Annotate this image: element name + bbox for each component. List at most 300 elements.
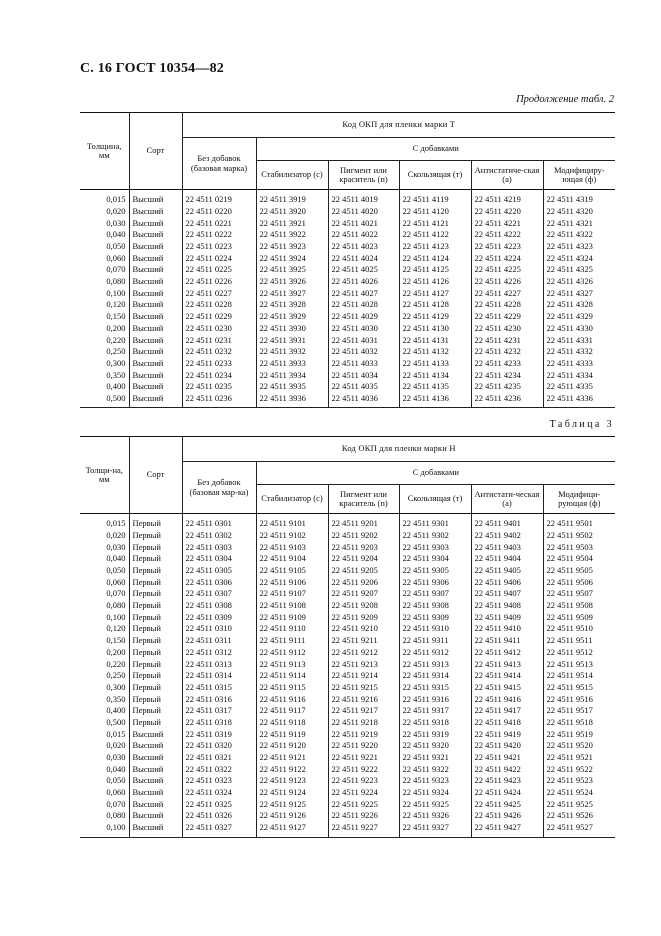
code-pigment-cell: 22 4511 9209 [328, 612, 399, 624]
code-pigment-cell: 22 4511 9210 [328, 623, 399, 635]
code-stabilizer-cell: 22 4511 9121 [256, 752, 328, 764]
table-caption: Таблица 3 [549, 419, 614, 430]
code-antistatic-cell: 22 4511 9403 [471, 541, 543, 553]
code-modifier-cell: 22 4511 4333 [543, 358, 615, 370]
code-base-cell: 22 4511 0232 [182, 346, 256, 358]
grade-cell: Первый [129, 623, 182, 635]
code-pigment-cell: 22 4511 4025 [328, 264, 399, 276]
code-base-cell: 22 4511 0316 [182, 693, 256, 705]
table-row [80, 810, 615, 822]
header-okp-group: Код ОКП для пленки марки Т [182, 113, 615, 138]
code-slip-cell: 22 4511 4136 [399, 393, 471, 408]
code-pigment-cell: 22 4511 9214 [328, 670, 399, 682]
code-modifier-cell: 22 4511 9523 [543, 775, 615, 787]
thickness-cell: 0,015 [80, 728, 129, 740]
code-modifier-cell: 22 4511 9509 [543, 612, 615, 624]
code-pigment-cell: 22 4511 9224 [328, 787, 399, 799]
table-row [80, 623, 615, 635]
code-stabilizer-cell: 22 4511 9112 [256, 647, 328, 659]
code-base-cell: 22 4511 0303 [182, 541, 256, 553]
code-pigment-cell: 22 4511 4023 [328, 241, 399, 253]
code-stabilizer-cell: 22 4511 9113 [256, 658, 328, 670]
grade-cell: Первый [129, 717, 182, 729]
thickness-cell: 0,100 [80, 288, 129, 300]
code-stabilizer-cell: 22 4511 9106 [256, 576, 328, 588]
code-modifier-cell: 22 4511 9520 [543, 740, 615, 752]
page-header: С. 16 ГОСТ 10354—82 [80, 61, 224, 76]
code-slip-cell: 22 4511 9325 [399, 799, 471, 811]
grade-cell: Высший [129, 190, 182, 206]
code-antistatic-cell: 22 4511 9427 [471, 822, 543, 837]
thickness-cell: 0,040 [80, 553, 129, 565]
code-base-cell: 22 4511 0220 [182, 206, 256, 218]
thickness-cell: 0,020 [80, 740, 129, 752]
thickness-cell: 0,080 [80, 600, 129, 612]
code-stabilizer-cell: 22 4511 9102 [256, 530, 328, 542]
code-antistatic-cell: 22 4511 4220 [471, 206, 543, 218]
code-pigment-cell: 22 4511 4024 [328, 252, 399, 264]
code-base-cell: 22 4511 0301 [182, 514, 256, 530]
code-antistatic-cell: 22 4511 9412 [471, 647, 543, 659]
code-base-cell: 22 4511 0317 [182, 705, 256, 717]
code-stabilizer-cell: 22 4511 9122 [256, 763, 328, 775]
code-slip-cell: 22 4511 9312 [399, 647, 471, 659]
code-stabilizer-cell: 22 4511 3928 [256, 299, 328, 311]
code-base-cell: 22 4511 0230 [182, 323, 256, 335]
code-base-cell: 22 4511 0223 [182, 241, 256, 253]
thickness-cell: 0,050 [80, 565, 129, 577]
table-row [80, 565, 615, 577]
code-slip-cell: 22 4511 4135 [399, 381, 471, 393]
header-no-additives: Без добавок (базовая мар-ка) [182, 462, 256, 514]
code-stabilizer-cell: 22 4511 9124 [256, 787, 328, 799]
table-row [80, 576, 615, 588]
thickness-cell: 0,030 [80, 541, 129, 553]
code-antistatic-cell: 22 4511 4232 [471, 346, 543, 358]
code-slip-cell: 22 4511 9326 [399, 810, 471, 822]
code-antistatic-cell: 22 4511 9404 [471, 553, 543, 565]
code-slip-cell: 22 4511 9301 [399, 514, 471, 530]
code-slip-cell: 22 4511 4123 [399, 241, 471, 253]
grade-cell: Высший [129, 822, 182, 837]
grade-cell: Высший [129, 369, 182, 381]
code-antistatic-cell: 22 4511 9421 [471, 752, 543, 764]
grade-cell: Первый [129, 553, 182, 565]
code-pigment-cell: 22 4511 9204 [328, 553, 399, 565]
code-pigment-cell: 22 4511 4032 [328, 346, 399, 358]
code-antistatic-cell: 22 4511 9415 [471, 682, 543, 694]
code-slip-cell: 22 4511 9313 [399, 658, 471, 670]
code-modifier-cell: 22 4511 9521 [543, 752, 615, 764]
header-pigment: Пигмент или краситель (п) [328, 161, 399, 190]
code-base-cell: 22 4511 0321 [182, 752, 256, 764]
code-stabilizer-cell: 22 4511 3936 [256, 393, 328, 408]
table-row [80, 323, 615, 335]
code-antistatic-cell: 22 4511 4234 [471, 369, 543, 381]
code-modifier-cell: 22 4511 9507 [543, 588, 615, 600]
code-slip-cell: 22 4511 4125 [399, 264, 471, 276]
code-slip-cell: 22 4511 9319 [399, 728, 471, 740]
thickness-cell: 0,250 [80, 670, 129, 682]
code-slip-cell: 22 4511 4119 [399, 190, 471, 206]
code-modifier-cell: 22 4511 4330 [543, 323, 615, 335]
code-stabilizer-cell: 22 4511 9103 [256, 541, 328, 553]
grade-cell: Первый [129, 514, 182, 530]
grade-cell: Высший [129, 787, 182, 799]
grade-cell: Высший [129, 358, 182, 370]
code-modifier-cell: 22 4511 4336 [543, 393, 615, 408]
code-stabilizer-cell: 22 4511 9127 [256, 822, 328, 837]
thickness-cell: 0,220 [80, 658, 129, 670]
code-pigment-cell: 22 4511 9212 [328, 647, 399, 659]
code-modifier-cell: 22 4511 9504 [543, 553, 615, 565]
grade-cell: Высший [129, 276, 182, 288]
grade-cell: Первый [129, 565, 182, 577]
grade-cell: Первый [129, 600, 182, 612]
code-antistatic-cell: 22 4511 4219 [471, 190, 543, 206]
code-pigment-cell: 22 4511 9201 [328, 514, 399, 530]
thickness-cell: 0,250 [80, 346, 129, 358]
code-modifier-cell: 22 4511 4322 [543, 229, 615, 241]
thickness-cell: 0,220 [80, 334, 129, 346]
header-modifier: Модифици-рующая (ф) [543, 485, 615, 514]
grade-cell: Первый [129, 576, 182, 588]
thickness-cell: 0,060 [80, 576, 129, 588]
thickness-cell: 0,400 [80, 381, 129, 393]
code-pigment-cell: 22 4511 4019 [328, 190, 399, 206]
code-stabilizer-cell: 22 4511 3923 [256, 241, 328, 253]
code-base-cell: 22 4511 0224 [182, 252, 256, 264]
table-row [80, 763, 615, 775]
code-pigment-cell: 22 4511 4028 [328, 299, 399, 311]
code-slip-cell: 22 4511 9318 [399, 717, 471, 729]
code-modifier-cell: 22 4511 9525 [543, 799, 615, 811]
code-pigment-cell: 22 4511 9218 [328, 717, 399, 729]
code-base-cell: 22 4511 0326 [182, 810, 256, 822]
thickness-cell: 0,400 [80, 705, 129, 717]
grade-cell: Высший [129, 740, 182, 752]
table-row [80, 705, 615, 717]
code-modifier-cell: 22 4511 4323 [543, 241, 615, 253]
table-row [80, 799, 615, 811]
code-antistatic-cell: 22 4511 9406 [471, 576, 543, 588]
code-antistatic-cell: 22 4511 9405 [471, 565, 543, 577]
code-stabilizer-cell: 22 4511 9115 [256, 682, 328, 694]
table-row [80, 647, 615, 659]
code-base-cell: 22 4511 0322 [182, 763, 256, 775]
thickness-cell: 0,200 [80, 323, 129, 335]
code-antistatic-cell: 22 4511 9409 [471, 612, 543, 624]
code-antistatic-cell: 22 4511 9418 [471, 717, 543, 729]
code-pigment-cell: 22 4511 4020 [328, 206, 399, 218]
table-row [80, 252, 615, 264]
code-slip-cell: 22 4511 4126 [399, 276, 471, 288]
code-stabilizer-cell: 22 4511 3919 [256, 190, 328, 206]
table-row [80, 553, 615, 565]
code-pigment-cell: 22 4511 9226 [328, 810, 399, 822]
code-stabilizer-cell: 22 4511 9109 [256, 612, 328, 624]
code-base-cell: 22 4511 0302 [182, 530, 256, 542]
code-stabilizer-cell: 22 4511 3927 [256, 288, 328, 300]
code-antistatic-cell: 22 4511 4228 [471, 299, 543, 311]
thickness-cell: 0,030 [80, 217, 129, 229]
table-row [80, 787, 615, 799]
code-base-cell: 22 4511 0228 [182, 299, 256, 311]
table-row [80, 299, 615, 311]
table-continuation-caption: Продолжение табл. 2 [516, 94, 614, 105]
code-antistatic-cell: 22 4511 4229 [471, 311, 543, 323]
code-slip-cell: 22 4511 4132 [399, 346, 471, 358]
code-antistatic-cell: 22 4511 4233 [471, 358, 543, 370]
grade-cell: Высший [129, 264, 182, 276]
code-modifier-cell: 22 4511 4326 [543, 276, 615, 288]
code-base-cell: 22 4511 0229 [182, 311, 256, 323]
code-pigment-cell: 22 4511 4021 [328, 217, 399, 229]
code-base-cell: 22 4511 0236 [182, 393, 256, 408]
thickness-cell: 0,150 [80, 311, 129, 323]
code-pigment-cell: 22 4511 9211 [328, 635, 399, 647]
table-row [80, 822, 615, 837]
table-row [80, 229, 615, 241]
code-base-cell: 22 4511 0323 [182, 775, 256, 787]
code-slip-cell: 22 4511 4133 [399, 358, 471, 370]
table-row [80, 588, 615, 600]
code-base-cell: 22 4511 0233 [182, 358, 256, 370]
code-stabilizer-cell: 22 4511 9114 [256, 670, 328, 682]
code-modifier-cell: 22 4511 4324 [543, 252, 615, 264]
code-base-cell: 22 4511 0305 [182, 565, 256, 577]
thickness-cell: 0,350 [80, 369, 129, 381]
code-base-cell: 22 4511 0227 [182, 288, 256, 300]
grade-cell: Высший [129, 763, 182, 775]
header-antistatic: Антистатиче-ская (а) [471, 161, 543, 190]
code-slip-cell: 22 4511 9305 [399, 565, 471, 577]
code-slip-cell: 22 4511 4122 [399, 229, 471, 241]
code-antistatic-cell: 22 4511 9410 [471, 623, 543, 635]
code-pigment-cell: 22 4511 9225 [328, 799, 399, 811]
code-modifier-cell: 22 4511 4320 [543, 206, 615, 218]
thickness-cell: 0,200 [80, 647, 129, 659]
code-slip-cell: 22 4511 9306 [399, 576, 471, 588]
code-slip-cell: 22 4511 9314 [399, 670, 471, 682]
code-pigment-cell: 22 4511 4026 [328, 276, 399, 288]
code-modifier-cell: 22 4511 9515 [543, 682, 615, 694]
code-stabilizer-cell: 22 4511 3925 [256, 264, 328, 276]
code-base-cell: 22 4511 0231 [182, 334, 256, 346]
table-row [80, 393, 615, 408]
table-row [80, 288, 615, 300]
thickness-cell: 0,050 [80, 241, 129, 253]
grade-cell: Высший [129, 346, 182, 358]
header-with-additives: С добавками [256, 462, 615, 485]
thickness-cell: 0,500 [80, 717, 129, 729]
code-modifier-cell: 22 4511 9519 [543, 728, 615, 740]
table-row [80, 682, 615, 694]
grade-cell: Первый [129, 682, 182, 694]
code-slip-cell: 22 4511 4134 [399, 369, 471, 381]
grade-cell: Высший [129, 241, 182, 253]
header-stabilizer: Стабилизатор (с) [256, 161, 328, 190]
code-base-cell: 22 4511 0320 [182, 740, 256, 752]
code-slip-cell: 22 4511 4128 [399, 299, 471, 311]
code-pigment-cell: 22 4511 9227 [328, 822, 399, 837]
code-stabilizer-cell: 22 4511 9119 [256, 728, 328, 740]
header-thickness: Толщина, мм [80, 113, 129, 190]
table-row [80, 369, 615, 381]
grade-cell: Высший [129, 217, 182, 229]
grade-cell: Высший [129, 323, 182, 335]
thickness-cell: 0,020 [80, 530, 129, 542]
code-antistatic-cell: 22 4511 9423 [471, 775, 543, 787]
thickness-cell: 0,150 [80, 635, 129, 647]
thickness-cell: 0,120 [80, 299, 129, 311]
code-stabilizer-cell: 22 4511 3932 [256, 346, 328, 358]
code-base-cell: 22 4511 0308 [182, 600, 256, 612]
code-modifier-cell: 22 4511 9517 [543, 705, 615, 717]
code-modifier-cell: 22 4511 9522 [543, 763, 615, 775]
grade-cell: Высший [129, 728, 182, 740]
code-pigment-cell: 22 4511 9206 [328, 576, 399, 588]
grade-cell: Высший [129, 229, 182, 241]
code-stabilizer-cell: 22 4511 9111 [256, 635, 328, 647]
table-row [80, 693, 615, 705]
code-pigment-cell: 22 4511 4033 [328, 358, 399, 370]
okp-codes-table-t [80, 112, 615, 408]
table-row [80, 264, 615, 276]
header-grade: Сорт [129, 113, 182, 190]
thickness-cell: 0,500 [80, 393, 129, 408]
code-modifier-cell: 22 4511 4321 [543, 217, 615, 229]
code-stabilizer-cell: 22 4511 3922 [256, 229, 328, 241]
code-modifier-cell: 22 4511 9512 [543, 647, 615, 659]
code-antistatic-cell: 22 4511 9416 [471, 693, 543, 705]
code-antistatic-cell: 22 4511 9422 [471, 763, 543, 775]
code-modifier-cell: 22 4511 9503 [543, 541, 615, 553]
code-modifier-cell: 22 4511 4329 [543, 311, 615, 323]
code-slip-cell: 22 4511 4131 [399, 334, 471, 346]
table-row [80, 241, 615, 253]
grade-cell: Высший [129, 299, 182, 311]
grade-cell: Первый [129, 658, 182, 670]
code-modifier-cell: 22 4511 9518 [543, 717, 615, 729]
table-row [80, 635, 615, 647]
header-stabilizer: Стабилизатор (с) [256, 485, 328, 514]
code-modifier-cell: 22 4511 4331 [543, 334, 615, 346]
thickness-cell: 0,350 [80, 693, 129, 705]
code-slip-cell: 22 4511 4129 [399, 311, 471, 323]
code-base-cell: 22 4511 0309 [182, 612, 256, 624]
code-base-cell: 22 4511 0324 [182, 787, 256, 799]
code-base-cell: 22 4511 0310 [182, 623, 256, 635]
code-modifier-cell: 22 4511 4334 [543, 369, 615, 381]
code-slip-cell: 22 4511 9310 [399, 623, 471, 635]
grade-cell: Первый [129, 693, 182, 705]
code-slip-cell: 22 4511 9303 [399, 541, 471, 553]
code-base-cell: 22 4511 0312 [182, 647, 256, 659]
code-slip-cell: 22 4511 9304 [399, 553, 471, 565]
code-stabilizer-cell: 22 4511 9117 [256, 705, 328, 717]
table-row [80, 381, 615, 393]
code-slip-cell: 22 4511 9324 [399, 787, 471, 799]
table-body [80, 190, 615, 408]
table-row [80, 514, 615, 530]
code-stabilizer-cell: 22 4511 9126 [256, 810, 328, 822]
code-modifier-cell: 22 4511 9505 [543, 565, 615, 577]
thickness-cell: 0,100 [80, 822, 129, 837]
okp-codes-table-n [80, 436, 615, 838]
table-row [80, 658, 615, 670]
code-modifier-cell: 22 4511 9501 [543, 514, 615, 530]
code-modifier-cell: 22 4511 9524 [543, 787, 615, 799]
code-pigment-cell: 22 4511 9205 [328, 565, 399, 577]
code-stabilizer-cell: 22 4511 9104 [256, 553, 328, 565]
code-pigment-cell: 22 4511 9208 [328, 600, 399, 612]
code-modifier-cell: 22 4511 4319 [543, 190, 615, 206]
code-antistatic-cell: 22 4511 4230 [471, 323, 543, 335]
code-stabilizer-cell: 22 4511 9105 [256, 565, 328, 577]
code-slip-cell: 22 4511 9316 [399, 693, 471, 705]
code-base-cell: 22 4511 0325 [182, 799, 256, 811]
code-pigment-cell: 22 4511 4035 [328, 381, 399, 393]
table-row [80, 600, 615, 612]
header-okp-group: Код ОКП для пленки марки Н [182, 437, 615, 462]
table-row [80, 612, 615, 624]
grade-cell: Высший [129, 288, 182, 300]
code-stabilizer-cell: 22 4511 3926 [256, 276, 328, 288]
code-antistatic-cell: 22 4511 4222 [471, 229, 543, 241]
grade-cell: Первый [129, 670, 182, 682]
code-modifier-cell: 22 4511 4328 [543, 299, 615, 311]
grade-cell: Высший [129, 775, 182, 787]
code-base-cell: 22 4511 0306 [182, 576, 256, 588]
thickness-cell: 0,080 [80, 810, 129, 822]
code-pigment-cell: 22 4511 4029 [328, 311, 399, 323]
code-antistatic-cell: 22 4511 9425 [471, 799, 543, 811]
code-base-cell: 22 4511 0226 [182, 276, 256, 288]
code-base-cell: 22 4511 0307 [182, 588, 256, 600]
code-stabilizer-cell: 22 4511 3924 [256, 252, 328, 264]
code-base-cell: 22 4511 0221 [182, 217, 256, 229]
code-modifier-cell: 22 4511 9526 [543, 810, 615, 822]
grade-cell: Высший [129, 381, 182, 393]
thickness-cell: 0,120 [80, 623, 129, 635]
code-antistatic-cell: 22 4511 9408 [471, 600, 543, 612]
code-antistatic-cell: 22 4511 9419 [471, 728, 543, 740]
table-row [80, 334, 615, 346]
code-pigment-cell: 22 4511 4031 [328, 334, 399, 346]
header-no-additives: Без добавок (базовая марка) [182, 138, 256, 190]
code-slip-cell: 22 4511 9315 [399, 682, 471, 694]
code-antistatic-cell: 22 4511 9426 [471, 810, 543, 822]
header-antistatic: Антистати-ческая (а) [471, 485, 543, 514]
table-row [80, 311, 615, 323]
thickness-cell: 0,015 [80, 190, 129, 206]
code-pigment-cell: 22 4511 9202 [328, 530, 399, 542]
code-stabilizer-cell: 22 4511 3931 [256, 334, 328, 346]
code-stabilizer-cell: 22 4511 3920 [256, 206, 328, 218]
code-pigment-cell: 22 4511 9223 [328, 775, 399, 787]
thickness-cell: 0,050 [80, 775, 129, 787]
code-antistatic-cell: 22 4511 9417 [471, 705, 543, 717]
code-base-cell: 22 4511 0327 [182, 822, 256, 837]
code-antistatic-cell: 22 4511 9411 [471, 635, 543, 647]
code-pigment-cell: 22 4511 9207 [328, 588, 399, 600]
grade-cell: Высший [129, 799, 182, 811]
code-slip-cell: 22 4511 4121 [399, 217, 471, 229]
grade-cell: Первый [129, 588, 182, 600]
code-stabilizer-cell: 22 4511 9107 [256, 588, 328, 600]
code-slip-cell: 22 4511 9302 [399, 530, 471, 542]
